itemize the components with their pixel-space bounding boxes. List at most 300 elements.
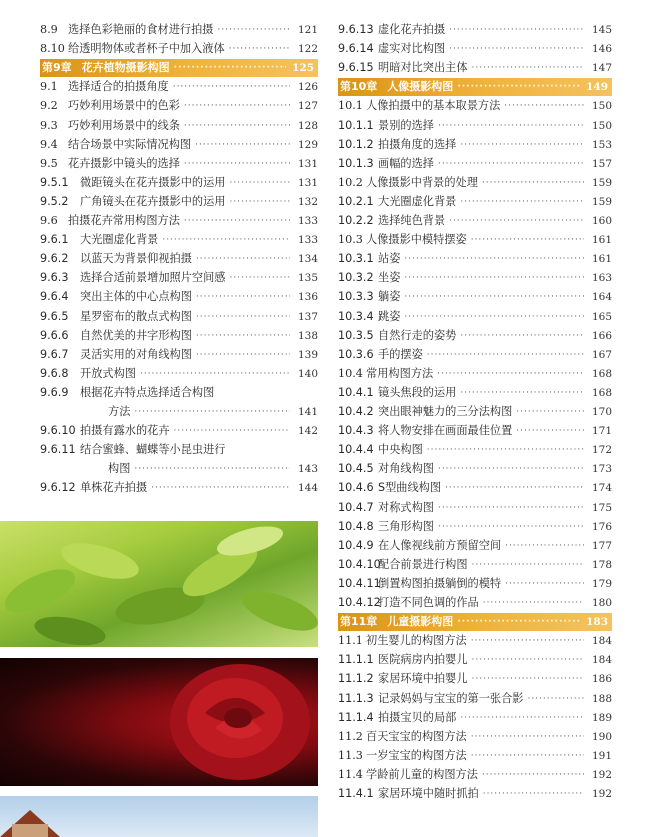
page-number: 150 — [591, 119, 612, 132]
dot-leader — [483, 594, 584, 612]
page-number: 129 — [297, 138, 318, 151]
entry-title: 选择适合的拍摄角度 — [68, 80, 169, 94]
toc-entry — [40, 422, 318, 440]
page-number: 139 — [297, 348, 318, 361]
page-number: 143 — [297, 463, 318, 476]
entry-number: 10.2.1 — [338, 194, 374, 208]
entry-title: 虚化花卉拍摄 — [378, 23, 446, 36]
entry-number: 9.6.13 — [338, 23, 374, 36]
toc-entry — [338, 709, 612, 727]
entry-title: 根据花卉特点选择适合构图 — [80, 385, 215, 399]
dot-leader — [438, 117, 584, 135]
red-rose-photo — [0, 658, 318, 786]
dot-leader — [404, 269, 584, 287]
entry-title: 拍摄宝贝的局部 — [378, 710, 457, 724]
page-number: 179 — [591, 577, 612, 590]
entry-title: 构图 — [108, 462, 131, 476]
dot-leader — [483, 785, 584, 803]
dot-leader — [404, 308, 584, 326]
page-number: 174 — [591, 482, 612, 495]
entry-title: 结合场景中实际情况构图 — [68, 137, 192, 151]
dot-leader — [472, 670, 584, 688]
entry-title: 在人像视线前方预留空间 — [378, 538, 502, 552]
toc-entry — [338, 766, 612, 784]
toc-entry — [338, 346, 612, 364]
page-number: 168 — [591, 367, 612, 380]
page-number: 166 — [591, 329, 612, 342]
page-number: 170 — [591, 406, 612, 418]
entry-number: 10.3.4 — [338, 309, 374, 323]
entry-number: 9.6.9 — [40, 385, 69, 399]
dot-leader — [457, 613, 580, 631]
toc-entry — [338, 632, 612, 650]
page-number: 159 — [591, 176, 612, 189]
entry-number: 9.1 — [40, 80, 58, 94]
page-number: 189 — [591, 711, 612, 724]
entry-title: S型曲线构图 — [378, 481, 442, 495]
entry-number: 10.4.1 — [338, 385, 374, 399]
dot-leader — [438, 460, 584, 478]
toc-entry — [40, 327, 318, 345]
page-number: 171 — [591, 425, 612, 438]
toc-entry — [40, 193, 318, 211]
dot-leader — [460, 709, 584, 727]
page-number: 178 — [591, 558, 612, 571]
entry-number: 11.1 — [338, 634, 363, 648]
entry-title: 星罗密布的散点式构图 — [80, 309, 192, 323]
entry-title: 给透明物体或者杯子中加入液体 — [68, 42, 225, 56]
toc-entry — [338, 651, 612, 669]
entry-number: 10.3 — [338, 233, 363, 247]
entry-number: 9.6 — [40, 214, 58, 227]
page-number: 125 — [292, 62, 314, 75]
page-number: 134 — [297, 253, 318, 266]
dot-leader — [438, 155, 584, 173]
toc-entry — [338, 155, 612, 173]
entry-number: 11.2 — [338, 729, 363, 743]
entry-title: 结合蜜蜂、蝴蝶等小昆虫进行 — [80, 443, 226, 457]
page-number: 161 — [591, 253, 612, 266]
entry-number: 11.1.2 — [338, 672, 374, 686]
entry-title: 三角形构图 — [378, 519, 434, 533]
page-number: 163 — [591, 272, 612, 285]
entry-title: 大光圈虚化背景 — [378, 194, 457, 208]
dot-leader — [527, 690, 584, 708]
toc-entry — [338, 288, 612, 306]
page-number: 184 — [591, 654, 612, 667]
entry-title: 百天宝宝的构图方法 — [366, 729, 467, 743]
dot-leader — [437, 365, 584, 383]
page-number: 153 — [591, 138, 612, 151]
dot-leader — [134, 460, 290, 478]
dot-leader — [427, 441, 584, 459]
toc-entry — [40, 479, 318, 497]
entry-title: 大光圈虚化背景 — [80, 233, 159, 247]
toc-entry — [40, 403, 318, 421]
entry-title: 自然优美的井字形构图 — [80, 328, 192, 342]
toc-entry — [338, 384, 612, 402]
dot-leader — [438, 518, 584, 536]
toc-entry — [40, 78, 318, 96]
chapter-heading — [338, 78, 612, 96]
entry-number: 9.5.1 — [40, 175, 69, 189]
page-number: 137 — [297, 310, 318, 323]
entry-number: 10.4.9 — [338, 538, 374, 552]
dot-leader — [217, 21, 290, 39]
entry-title: 拍摄花卉常用构图方法 — [68, 214, 180, 227]
toc-entry — [40, 231, 318, 249]
entry-number: 10.1.2 — [338, 137, 374, 151]
entry-number: 10.4.10 — [338, 557, 381, 571]
page-number: 149 — [586, 81, 608, 94]
entry-title: 选择合适前景增加照片空间感 — [80, 271, 226, 285]
entry-number: 9.6.6 — [40, 328, 69, 342]
entry-title: 人像拍摄中的基本取景方法 — [366, 99, 501, 113]
toc-entry — [338, 556, 612, 574]
dot-leader — [505, 537, 584, 555]
entry-number: 10.4.11 — [338, 576, 381, 590]
entry-number: 第9章 — [42, 61, 72, 75]
entry-title: 灵活实用的对角线构图 — [80, 347, 192, 361]
dot-leader — [449, 40, 584, 58]
toc-entry — [338, 136, 612, 154]
entry-number: 10.4.2 — [338, 405, 374, 418]
toc-entry — [338, 594, 612, 612]
entry-title: 人像摄影构图 — [387, 80, 454, 94]
chapter-heading — [40, 59, 318, 77]
entry-title: 手的摆姿 — [378, 347, 423, 361]
page-number: 190 — [591, 730, 612, 743]
dot-leader — [196, 327, 290, 345]
entry-number: 11.1.3 — [338, 691, 374, 705]
toc-entry — [338, 327, 612, 345]
toc-entry — [40, 21, 318, 39]
toc-entry — [40, 365, 318, 383]
page-number: 128 — [297, 119, 318, 132]
dot-leader — [460, 384, 584, 402]
toc-entry — [338, 441, 612, 459]
entry-number: 9.6.5 — [40, 309, 69, 323]
toc-entry — [338, 117, 612, 135]
page-number: 192 — [591, 768, 612, 781]
entry-title: 中央构图 — [378, 443, 423, 457]
page-number: 133 — [297, 215, 318, 227]
dot-leader — [516, 422, 584, 440]
dot-leader — [229, 193, 290, 211]
entry-title: 明暗对比突出主体 — [378, 61, 468, 75]
page-number: 168 — [591, 386, 612, 399]
entry-title: 记录妈妈与宝宝的第一张合影 — [378, 691, 524, 705]
dot-leader — [134, 403, 290, 421]
dot-leader — [472, 556, 584, 574]
page-number: 135 — [297, 272, 318, 285]
page-number: 177 — [591, 539, 612, 552]
dot-leader — [196, 308, 290, 326]
entry-number: 9.5.2 — [40, 194, 69, 208]
entry-number: 9.6.14 — [338, 42, 374, 56]
entry-title: 家居环境中随时抓拍 — [378, 787, 479, 800]
entry-number: 9.6.8 — [40, 366, 69, 380]
toc-entry — [40, 174, 318, 192]
entry-title: 选择色彩艳丽的食材进行拍摄 — [68, 23, 214, 36]
page-number: 146 — [591, 43, 612, 56]
entry-number: 9.3 — [40, 118, 58, 132]
page-number: 186 — [591, 673, 612, 686]
dot-leader — [482, 766, 584, 784]
dot-leader — [174, 59, 286, 77]
sky-house-photo — [0, 796, 318, 837]
page-number: 184 — [591, 635, 612, 648]
dot-leader — [445, 479, 584, 497]
dot-leader — [471, 231, 584, 249]
page-number: 145 — [591, 24, 612, 36]
toc-entry — [40, 441, 318, 459]
toc-entry — [338, 40, 612, 58]
toc-entry — [338, 59, 612, 77]
toc-entry — [40, 269, 318, 287]
entry-title: 拍摄有露水的花卉 — [80, 424, 170, 438]
entry-title: 躺姿 — [378, 290, 401, 304]
page-number: 142 — [297, 425, 318, 438]
entry-number: 10.4.12 — [338, 596, 381, 609]
page-number: 183 — [586, 616, 608, 629]
dot-leader — [404, 288, 584, 306]
toc-entry — [338, 785, 612, 803]
toc-entry — [338, 537, 612, 555]
dot-leader — [229, 40, 290, 58]
dot-leader — [174, 422, 290, 440]
entry-number: 10.1.1 — [338, 118, 374, 132]
entry-title: 景别的选择 — [378, 118, 434, 132]
page-number: 165 — [591, 310, 612, 323]
dot-leader — [196, 288, 290, 306]
dot-leader — [460, 327, 584, 345]
toc-entry — [338, 728, 612, 746]
toc-entry — [338, 747, 612, 765]
entry-number: 第11章 — [340, 615, 378, 629]
dot-leader — [195, 136, 290, 154]
entry-number: 8.9 — [40, 23, 58, 36]
entry-number: 10.3.6 — [338, 347, 374, 361]
dot-leader — [162, 231, 290, 249]
entry-number: 9.6.1 — [40, 233, 69, 247]
toc-entry — [338, 21, 612, 39]
dot-leader — [151, 479, 290, 497]
entry-title: 开放式构图 — [80, 366, 136, 380]
entry-title: 倒置构图拍摄躺倒的模特 — [378, 576, 502, 590]
entry-title: 广角镜头在花卉摄影中的运用 — [80, 194, 226, 208]
toc-entry — [338, 422, 612, 440]
entry-title: 学龄前儿童的构图方法 — [366, 767, 478, 781]
page-number: 160 — [591, 215, 612, 227]
entry-title: 巧妙利用场景中的色彩 — [68, 99, 180, 113]
page-number: 176 — [591, 520, 612, 533]
toc-entry — [338, 479, 612, 497]
entry-number: 11.4 — [338, 767, 363, 781]
entry-title: 人像摄影中模特摆姿 — [366, 233, 467, 247]
page-number: 131 — [297, 157, 318, 170]
entry-title: 突出主体的中心点构图 — [80, 290, 192, 304]
dot-leader — [404, 250, 584, 268]
toc-entry — [40, 250, 318, 268]
entry-number: 10.3.1 — [338, 252, 374, 266]
entry-title: 选择纯色背景 — [378, 214, 446, 227]
page-number: 173 — [591, 463, 612, 476]
entry-number: 10.4.5 — [338, 462, 374, 476]
toc-entry — [40, 155, 318, 173]
dot-leader — [516, 403, 584, 421]
dot-leader — [504, 97, 584, 115]
entry-title: 拍摄角度的选择 — [378, 137, 457, 151]
page-number: 180 — [591, 597, 612, 609]
dot-leader — [449, 21, 584, 39]
toc-entry — [338, 231, 612, 249]
entry-title: 家居环境中拍婴儿 — [378, 672, 468, 686]
page-number: 147 — [591, 62, 612, 75]
entry-number: 11.3 — [338, 748, 363, 762]
toc-entry — [338, 250, 612, 268]
entry-number: 10.3.3 — [338, 290, 374, 304]
dot-leader — [471, 747, 584, 765]
toc-entry — [338, 308, 612, 326]
entry-number: 9.6.4 — [40, 290, 69, 304]
entry-number: 9.6.10 — [40, 424, 76, 438]
page-number: 133 — [297, 234, 318, 247]
entry-number: 9.4 — [40, 137, 58, 151]
dot-leader — [184, 97, 290, 115]
dot-leader — [505, 575, 584, 593]
entry-number: 9.2 — [40, 99, 58, 113]
entry-title: 将人物安排在画面最佳位置 — [378, 424, 513, 438]
entry-number: 9.6.11 — [40, 443, 76, 457]
toc-entry — [338, 193, 612, 211]
page-number: 172 — [591, 444, 612, 457]
entry-number: 10.2.2 — [338, 214, 374, 227]
dot-leader — [471, 632, 584, 650]
entry-number: 10.4.7 — [338, 500, 374, 514]
entry-title: 跳姿 — [378, 309, 401, 323]
dot-leader — [457, 78, 580, 96]
page-number: 126 — [297, 81, 318, 94]
entry-title: 初生婴儿的构图方法 — [366, 634, 467, 648]
page-number: 159 — [591, 195, 612, 208]
dot-leader — [184, 212, 290, 230]
entry-number: 9.6.7 — [40, 347, 69, 361]
entry-number: 10.4 — [338, 366, 363, 380]
entry-title: 儿童摄影构图 — [387, 615, 454, 629]
page-number: 191 — [591, 749, 612, 762]
entry-number: 10.4.3 — [338, 424, 374, 438]
toc-entry — [338, 97, 612, 115]
entry-title: 自然行走的姿势 — [378, 328, 457, 342]
chapter-heading — [338, 613, 612, 631]
entry-title: 花卉摄影中镜头的选择 — [68, 156, 180, 170]
entry-title: 医院病房内拍婴儿 — [378, 653, 468, 667]
dot-leader — [460, 193, 584, 211]
entry-title: 微距镜头在花卉摄影中的运用 — [80, 175, 226, 189]
toc-entry — [338, 690, 612, 708]
entry-number: 9.6.2 — [40, 252, 69, 266]
toc-entry — [40, 117, 318, 135]
dot-leader — [472, 59, 584, 77]
toc-entry — [40, 346, 318, 364]
page-number: 167 — [591, 348, 612, 361]
dot-leader — [438, 499, 584, 517]
entry-title: 单株花卉拍摄 — [80, 481, 148, 495]
dot-leader — [472, 651, 584, 669]
dot-leader — [229, 174, 290, 192]
toc-entry — [338, 670, 612, 688]
dot-leader — [482, 174, 584, 192]
entry-number: 10.2 — [338, 175, 363, 189]
dot-leader — [140, 365, 290, 383]
toc-entry — [338, 499, 612, 517]
entry-title: 方法 — [108, 405, 131, 418]
toc-entry — [338, 403, 612, 421]
toc-entry — [338, 212, 612, 230]
entry-number: 11.4.1 — [338, 787, 374, 800]
page-number: 136 — [297, 291, 318, 304]
entry-number: 11.1.4 — [338, 710, 374, 724]
toc-entry — [338, 518, 612, 536]
entry-number: 10.4.8 — [338, 519, 374, 533]
page-number: 161 — [591, 234, 612, 247]
toc-entry — [40, 97, 318, 115]
entry-title: 以蓝天为背景仰视拍摄 — [80, 252, 192, 266]
entry-title: 站姿 — [378, 252, 401, 266]
toc-entry — [40, 288, 318, 306]
dot-leader — [427, 346, 584, 364]
entry-title: 配合前景进行构图 — [378, 557, 468, 571]
page-number: 127 — [297, 100, 318, 113]
toc-entry — [40, 460, 318, 478]
entry-title: 突出眼神魅力的三分法构图 — [378, 405, 513, 418]
entry-number: 8.10 — [40, 42, 65, 56]
toc-entry — [40, 136, 318, 154]
dot-leader — [173, 78, 290, 96]
entry-number: 10.3.5 — [338, 328, 374, 342]
entry-title: 人像摄影中背景的处理 — [366, 175, 478, 189]
entry-title: 常用构图方法 — [366, 366, 434, 380]
entry-number: 9.6.12 — [40, 481, 76, 495]
dot-leader — [196, 346, 290, 364]
page-number: 188 — [591, 692, 612, 705]
dot-leader — [184, 117, 290, 135]
entry-number: 11.1.1 — [338, 653, 374, 667]
page-number: 157 — [591, 157, 612, 170]
entry-number: 10.4.4 — [338, 443, 374, 457]
toc-entry — [338, 269, 612, 287]
dot-leader — [229, 269, 290, 287]
entry-number: 10.1 — [338, 99, 363, 113]
entry-title: 一岁宝宝的构图方法 — [366, 748, 467, 762]
entry-title: 镜头焦段的运用 — [378, 385, 457, 399]
page-number: 192 — [591, 788, 612, 800]
dot-leader — [184, 155, 290, 173]
toc-entry — [338, 575, 612, 593]
page-number: 140 — [297, 367, 318, 380]
dot-leader — [449, 212, 584, 230]
entry-number: 9.6.15 — [338, 61, 374, 75]
page-number: 150 — [591, 100, 612, 113]
toc-entry — [338, 460, 612, 478]
entry-title: 花卉植物摄影构图 — [81, 61, 170, 75]
entry-number: 10.1.3 — [338, 156, 374, 170]
entry-number: 9.5 — [40, 156, 58, 170]
entry-number: 9.6.3 — [40, 271, 69, 285]
entry-number: 第10章 — [340, 80, 378, 94]
page-number: 141 — [297, 406, 318, 418]
